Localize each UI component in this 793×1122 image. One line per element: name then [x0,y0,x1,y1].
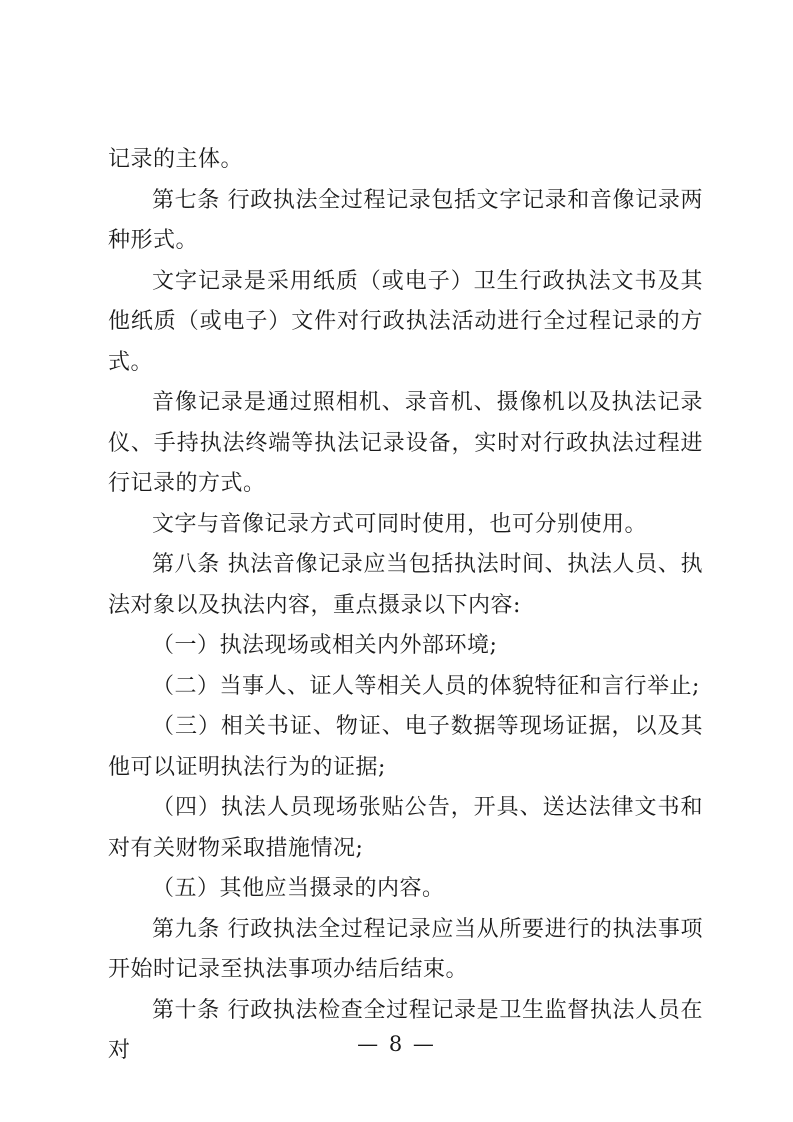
paragraph-article-10: 第十条 行政执法检查全过程记录是卫生监督执法人员在对 [108,997,703,1063]
paragraph-text-record: 文字记录是采用纸质（或电子）卫生行政执法文书及其他纸质（或电子）文件对行政执法活动进行全过程记录的方式。 [108,268,703,375]
list-item-5: （五）其他应当摄录的内容。 [152,876,445,901]
paragraph-combined-use: 文字与音像记录方式可同时使用，也可分别使用。 [152,511,648,537]
paragraph-audio-video-record: 音像记录是通过照相机、录音机、摄像机以及执法记录仪、手持执法终端等执法记录设备，实时对行政执法过程进行记录的方式。 [108,390,703,496]
list-item-3: （三）相关书证、物证、电子数据等现场证据，以及其他可以证明执法行为的证据; [108,714,703,780]
list-item-2: （二）当事人、证人等相关人员的体貌特征和言行举止; [152,673,700,699]
paragraph-1: 记录的主体。 [108,147,244,172]
paragraph-article-8: 第八条 执法音像记录应当包括执法时间、执法人员、执法对象以及执法内容，重点摄录以下内容: [108,552,703,618]
body-text [108,140,703,1072]
list-item-1: （一）执法现场或相关内外部环境; [152,633,498,658]
page-number: — 8 — [357,1032,436,1056]
paragraph-article-7: 第七条 行政执法全过程记录包括文字记录和音像记录两种形式。 [108,187,703,253]
list-item-4: （四）执法人员现场张贴公告，开具、送达法律文书和对有关财物采取措施情况; [108,795,703,861]
paragraph-article-9: 第九条 行政执法全过程记录应当从所要进行的执法事项开始时记录至执法事项办结后结束。 [108,916,703,982]
